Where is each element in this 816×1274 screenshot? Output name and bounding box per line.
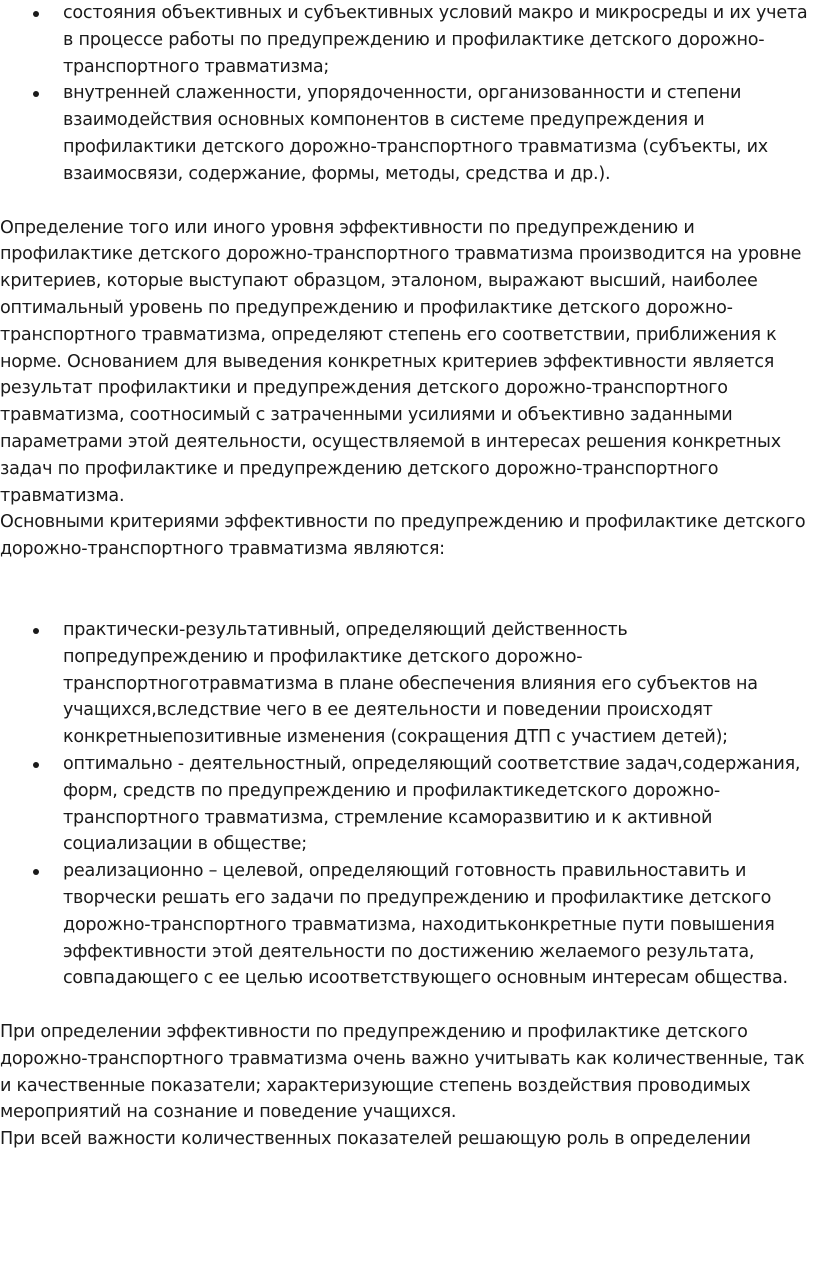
spacer — [0, 188, 816, 215]
list-item: внутренней слаженности, упорядоченности, организованности и степени взаимодействия основных компонентов в системе предупреждения и профилактики детского дорожно-транспортного травматизма (субъекты, их взаимосвязи, содержание, формы, методы, средства и др.). — [0, 80, 816, 187]
paragraph-indicators: При определении эффективности по предупреждению и профилактике детского дорожно-транспортного травматизма очень важно учитывать как количественные, так и качественные показатели; характеризующие степень воздействия проводимых мероприятий на сознание и поведение учащихся. — [0, 1022, 805, 1123]
list-item: состояния объективных и субъективных условий макро и микросреды и их учета в процессе работы по предупреждению и профилактике детского дорожно-транспортного травматизма; — [0, 0, 816, 80]
spacer — [0, 992, 816, 1019]
list-item: практически-результативный, определяющий действенность попредупреждению и профилактике детского дорожно-транспортноготравматизма в плане обеспечения влияния его субъектов на учащихся,вследствие чего в ее деятельности и поведении происходят конкретныепозитивные изменения (сокращения ДТП с участием детей); — [0, 617, 816, 751]
paragraph-importance: При всей важности количественных показателей решающую роль в определении — [0, 1129, 751, 1150]
paragraph-criteria-level: Определение того или иного уровня эффективности по предупреждению и профилактике детского дорожно-транспортного травматизма производится на уровне критериев, которые выступают образцом, эталоном, выражают высший, наиболее оптимальный уровень по предупреждению и профилактике детского дорожно-транспортного травматизма, определяют степень его соответствии, приближения к норме. Основанием для выведения конкретных критериев эффективности является результат профилактики и предупреждения детского дорожно-транспортного травматизма, соотносимый с затраченными усилиями и объективно заданными параметрами этой деятельности, осуществляемой в интересах решения конкретных задач по профилактике и предупреждению детского дорожно-транспортного травматизма. — [0, 217, 802, 506]
list-item: реализационно – целевой, определяющий готовность правильноставить и творчески решать его задачи по предупреждению и профилактике детского дорожно-транспортного травматизма, находитьконкретные пути повышения эффективности этой деятельности по достижению желаемого результата, совпадающего с ее целью исоответствующего основным интересам общества. — [0, 858, 816, 992]
list-item: оптимально - деятельностный, определяющий соответствие задач,содержания, форм, средств по предупреждению и профилактикедетского дорожно-транспортного травматизма, стремление ксаморазвитию и к активной социализации в обществе; — [0, 751, 816, 858]
criteria-bullet-list — [0, 617, 816, 992]
spacer — [0, 563, 816, 617]
top-bullet-list — [0, 0, 816, 188]
paragraph-main-criteria: Основными критериями эффективности по предупреждению и профилактике детского дорожно-транспортного травматизма являются: — [0, 512, 806, 560]
